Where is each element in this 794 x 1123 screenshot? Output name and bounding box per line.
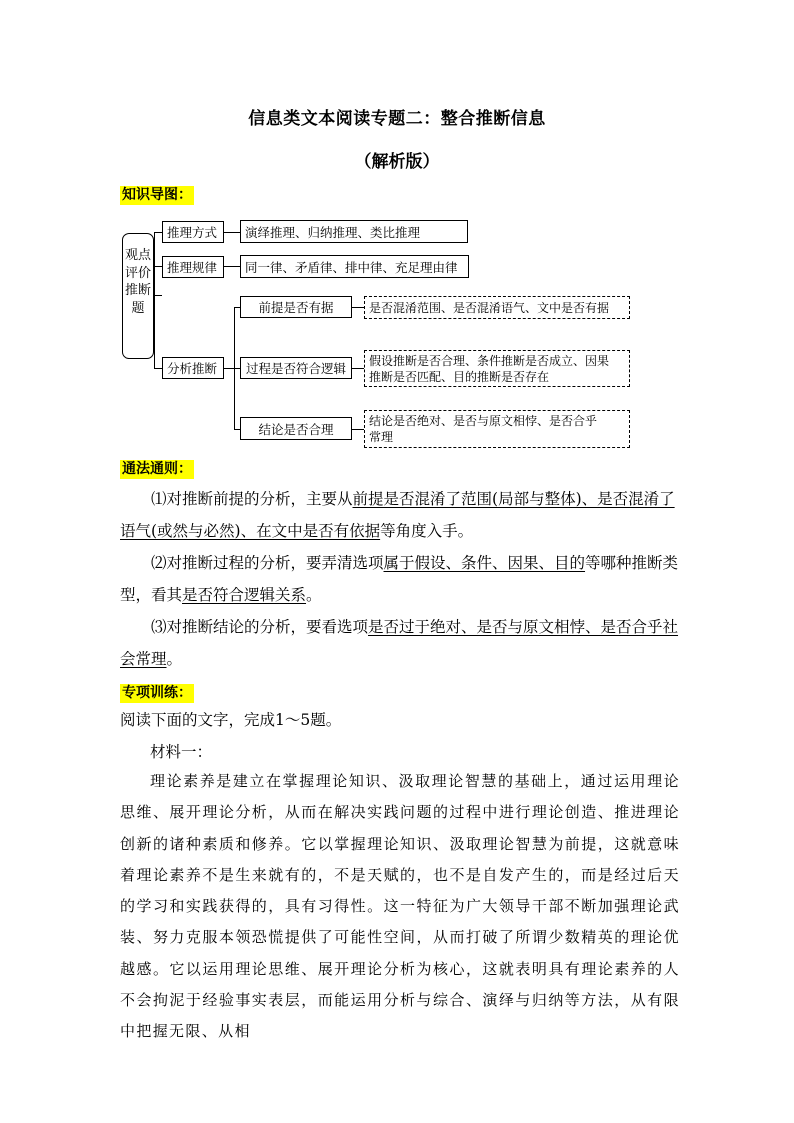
mindmap-branch-reasoning-method-content: 演绎推理、归纳推理、类比推理 [240, 220, 468, 243]
mindmap-process-content-line: 假设推断是否合理、条件推断是否成立、因果 [369, 353, 610, 368]
mindmap-premise-content: 是否混淆范围、是否混淆语气、文中是否有据 [364, 296, 630, 319]
rule-text: ⑵对推断过程的分析，要弄清选项 [151, 554, 384, 572]
section-heading-practice: 专项训练： [122, 685, 192, 701]
section-heading-map: 知识导图： [122, 187, 192, 203]
connector [224, 266, 240, 267]
practice-instruction: 阅读下面的文字，完成1～5题。 [120, 711, 342, 729]
rule-key-point: 属于假设、条件、因果、目的 [383, 554, 586, 572]
connector [154, 295, 162, 296]
page-subtitle: （解析版） [354, 152, 440, 172]
rule-key-point: 是否过于绝对、是否与原文相悖、是否合乎社会常理 [120, 618, 679, 668]
rule-text: 等哪种推断类型，看其 [120, 554, 679, 604]
mindmap-conclusion-content-line: 结论是否绝对、是否与原文相悖、是否合乎 [369, 414, 598, 428]
rule-text: 。 [166, 649, 183, 668]
connector [352, 307, 364, 308]
mindmap-root: 观点评价推断题 [122, 233, 154, 359]
material-text: 理论素养是建立在掌握理论知识、汲取理论智慧的基础上，通过运用理论思维、展开理论分析，从而在解决实践问题的过程中进行理论创造、推进理论创新的诸种素质和修养。它以掌握理论知识、汲取理论智慧为前提，这就意味着理论素养不是生来就有的，不是天赋的，也不是自发产生的，而是经过后天的学习和实践获得的，具有习得性。这一特征为广大领导干部不断加强理论武装、努力克服本领恐慌提供了可能性空间，从而打破了所谓少数精英的理论优越感。它以运用理论思维、展开理论分析为核心，这就表明具有理论素养的人不会拘泥于经验事实表层，而能运用分析与综合、演绎与归纳等方法，从有限中把握无限、从相 [120, 772, 680, 1041]
section-heading-rules: 通法通则： [122, 461, 192, 477]
rule-text: 等角度入手。 [380, 521, 474, 540]
mindmap-premise-label: 前提是否有据 [240, 296, 352, 318]
material-label: 材料一： [150, 743, 213, 761]
page-title: 信息类文本阅读专题二：整合推断信息 [248, 109, 546, 129]
rule-key-point: 是否符合逻辑关系 [182, 585, 307, 604]
mindmap-process-content [364, 350, 630, 387]
mindmap-conclusion-content-line: 常理 [369, 430, 394, 444]
connector [154, 266, 162, 267]
rule-text: ⑴对推断前提的分析，主要从 [151, 490, 353, 508]
rule-text: ⑶对推断结论的分析，要看选项 [151, 618, 369, 636]
rule-paragraph-2 [120, 548, 680, 611]
mindmap-branch-reasoning-law: 推理规律 [162, 256, 224, 278]
connector [154, 232, 155, 368]
connector [352, 429, 364, 430]
mindmap-conclusion-content [364, 410, 630, 448]
rule-text: 。 [306, 585, 322, 604]
mindmap-process-content-line: 推断是否匹配、目的推断是否存在 [369, 369, 550, 384]
mindmap-process-label: 过程是否符合逻辑 [240, 357, 352, 379]
mindmap-branch-reasoning-law-content: 同一律、矛盾律、排中律、充足理由律 [240, 255, 469, 278]
rule-paragraph-1 [120, 484, 680, 547]
connector [154, 368, 162, 369]
rule-key-point: 前提是否混淆了范围(局部与整体)、是否混淆了语气(或然与必然)、在文中是否有依据 [120, 490, 675, 540]
connector [224, 232, 240, 233]
mindmap-branch-analysis: 分析推断 [162, 357, 224, 379]
connector [154, 232, 162, 233]
connector [352, 368, 364, 369]
mindmap-branch-reasoning-method: 推理方式 [162, 221, 224, 243]
mindmap-conclusion-label: 结论是否合理 [240, 417, 352, 440]
connector [224, 368, 234, 369]
rule-paragraph-3 [120, 612, 680, 675]
